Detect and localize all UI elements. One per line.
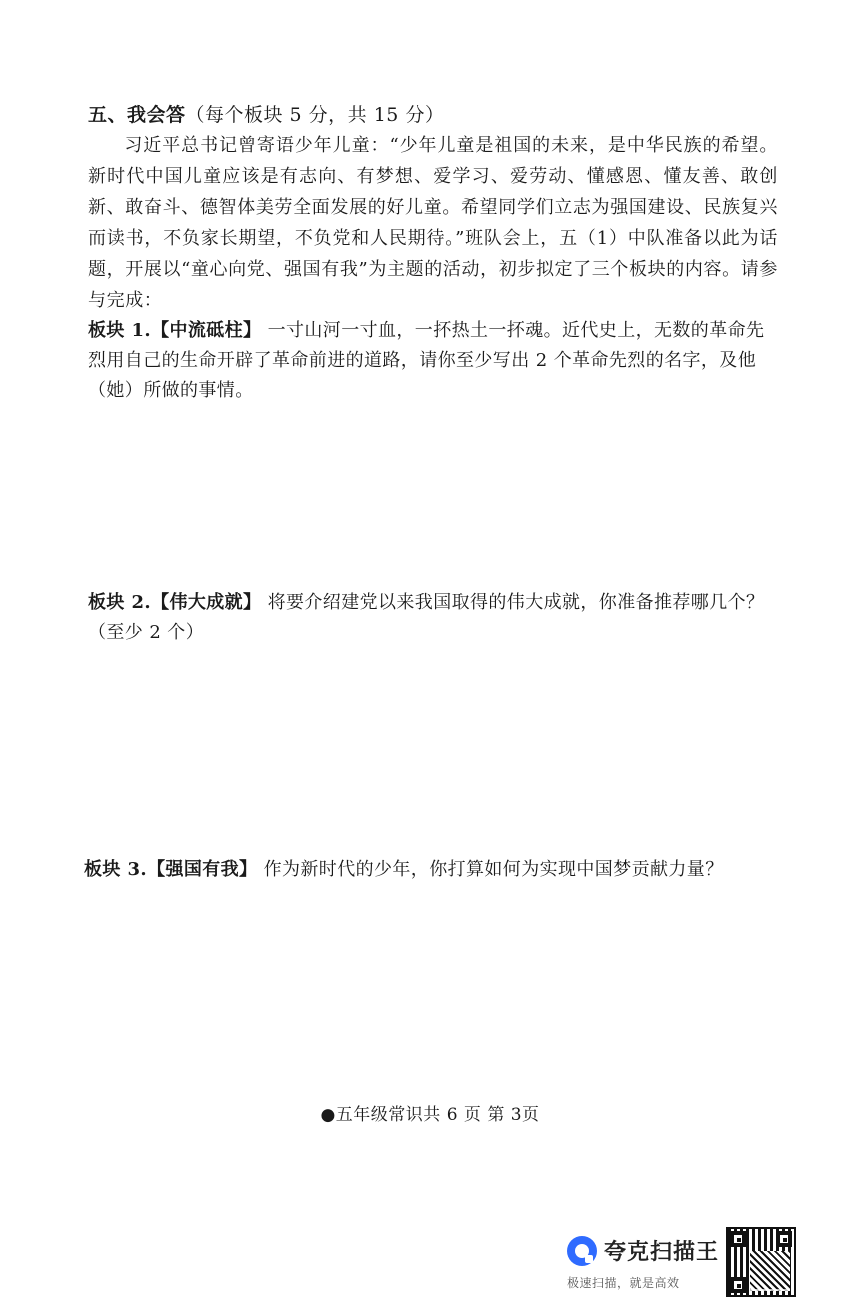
block-label: 板块 3.	[84, 859, 148, 880]
question-block-3	[84, 855, 774, 885]
section-heading: 五、我会答	[88, 104, 186, 126]
intro-paragraph	[88, 130, 778, 316]
block-tag: 【伟大成就】	[151, 592, 262, 613]
block-text: 一寸山河一寸血，一抔热土一抔魂。近代史上，无数的革命先烈用自己的生命开辟了革命前进的道路，请你至少写出 2 个革命先烈的名字，及他（她）所做的事情。	[88, 320, 765, 401]
block-label: 板块 2.	[88, 592, 152, 613]
quark-logo-icon	[567, 1236, 597, 1266]
scanner-watermark	[567, 1232, 722, 1294]
page-footer: ●五年级常识共 6 页 第 3页	[320, 1105, 540, 1125]
block-text: 将要介绍建党以来我国取得的伟大成就，你准备推荐哪几个？（至少 2 个）	[88, 592, 765, 643]
watermark-slogan: 极速扫描，就是高效	[567, 1276, 680, 1290]
qr-code-icon	[728, 1229, 794, 1295]
block-label: 板块 1.	[88, 320, 152, 341]
block-tag: 【中流砥柱】	[151, 320, 262, 341]
block-tag: 【强国有我】	[147, 859, 258, 880]
section-title	[88, 100, 444, 127]
question-block-1	[88, 316, 778, 406]
watermark-app-name: 夸克扫描王	[604, 1240, 720, 1265]
block-text: 作为新时代的少年，你打算如何为实现中国梦贡献力量？	[257, 859, 724, 880]
question-block-2	[88, 588, 778, 648]
intro-text: 习近平总书记曾寄语少年儿童：“少年儿童是祖国的未来，是中华民族的希望。新时代中国儿童应该是有志向、有梦想、爱学习、爱劳动、懂感恩、懂友善、敢创新、敢奋斗、德智体美劳全面发展的好儿童。希望同学们立志为强国建设、民族复兴而读书，不负家长期望，不负党和人民期待。”班队会上，五（1）中队准备以此为话题，开展以“童心向党、强国有我”为主题的活动，初步拟定了三个板块的内容。请参与完成：	[88, 135, 778, 311]
score-note: （每个板块 5 分，共 15 分）	[185, 104, 445, 126]
